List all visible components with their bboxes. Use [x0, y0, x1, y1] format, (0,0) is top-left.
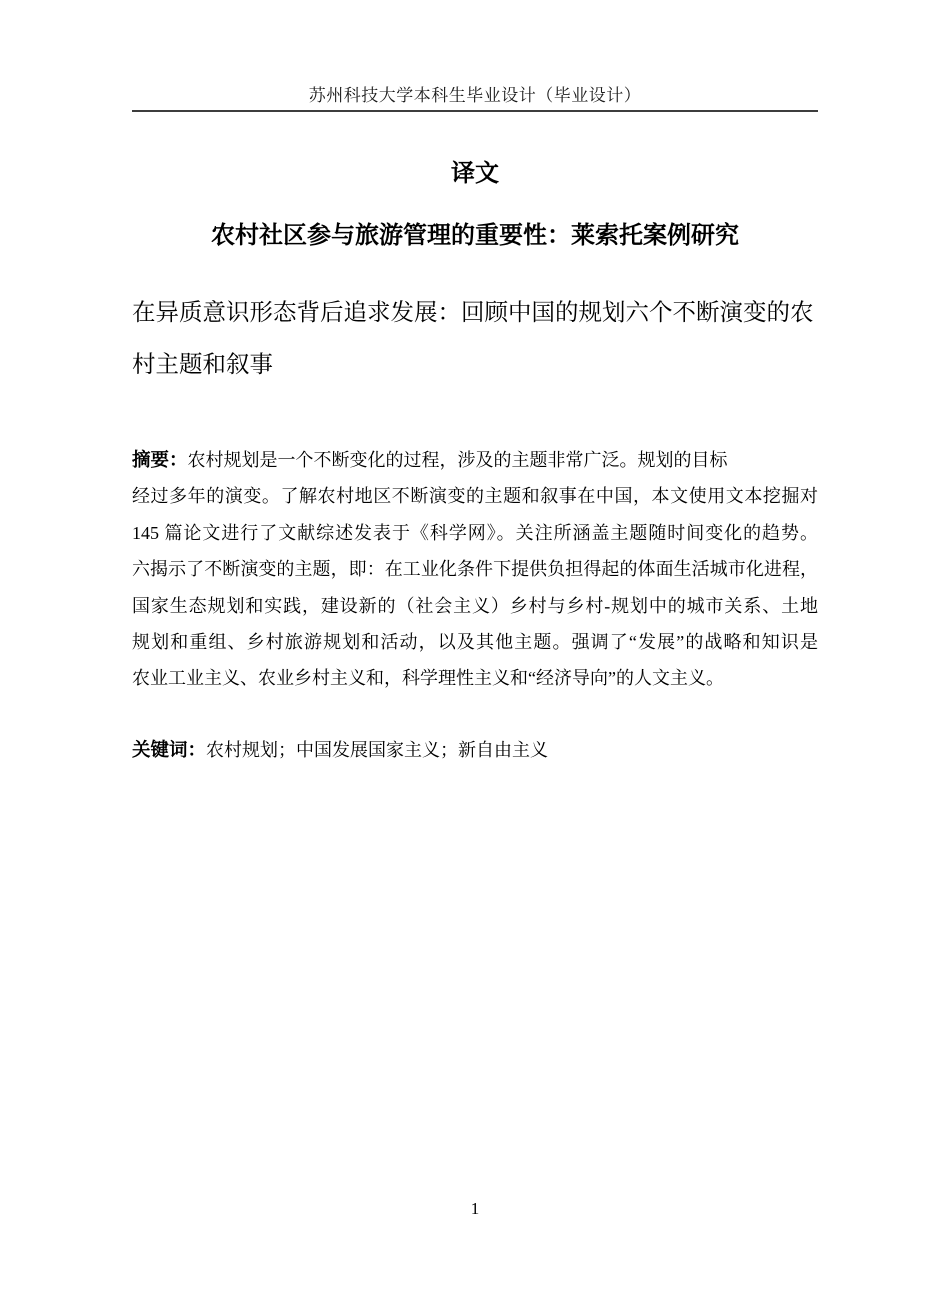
abstract-line: 经过多年的演变。了解农村地区不断演变的主题和叙事在中国，本文使用文本挖掘对	[132, 486, 818, 507]
article-title	[132, 286, 818, 390]
keywords-label: 关键词：	[132, 739, 207, 760]
abstract-line	[132, 442, 818, 478]
translated-paper-title: 农村社区参与旅游管理的重要性：莱索托案例研究	[211, 222, 739, 249]
abstract-paragraph	[132, 442, 818, 697]
article-title-line: 在异质意识形态背后追求发展：回顾中国的规划六个不断演变的农	[132, 299, 814, 325]
page-number: 1	[470, 1199, 480, 1218]
keywords-text: 农村规划；中国发展国家主义；新自由主义	[206, 740, 549, 760]
abstract-label: 摘要：	[132, 449, 188, 470]
keywords-line	[132, 735, 818, 765]
abstract-line: 六揭示了不断演变的主题，即：在工业化条件下提供负担得起的体面生活城市化进程，	[132, 559, 818, 580]
article-title-line: 村主题和叙事	[132, 351, 273, 377]
header-divider-rule	[132, 110, 818, 112]
running-header: 苏州科技大学本科生毕业设计（毕业设计）	[308, 86, 642, 105]
abstract-line: 规划和重组、乡村旅游规划和活动，以及其他主题。强调了“发展”的战略和知识是	[132, 632, 818, 653]
abstract-line: 农业工业主义、农业乡村主义和，科学理性主义和“经济导向”的人文主义。	[132, 668, 724, 689]
abstract-line-text: 农村规划是一个不断变化的过程，涉及的主题非常广泛。规划的目标	[187, 450, 728, 470]
doc-type-heading: 译文	[451, 160, 499, 187]
abstract-line: 145 篇论文进行了文献综述发表于《科学网》。关注所涵盖主题随时间变化的趋势。	[132, 522, 818, 543]
abstract-line: 国家生态规划和实践，建设新的（社会主义）乡村与乡村-规划中的城市关系、土地	[132, 595, 818, 616]
